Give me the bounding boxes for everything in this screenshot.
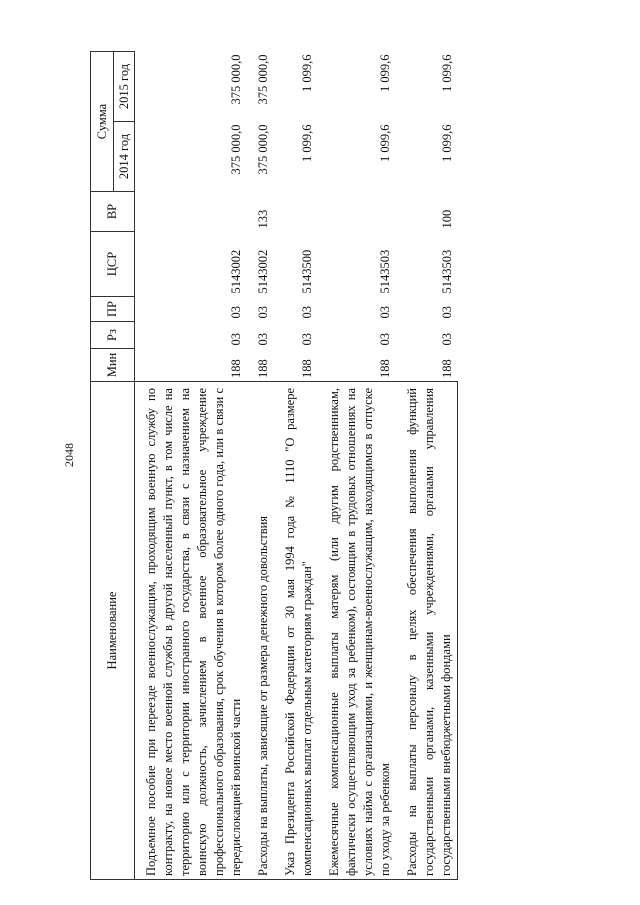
header-vr: ВР <box>91 192 135 232</box>
budget-table <box>90 51 458 880</box>
row-sum-2015: 1 099,6 <box>378 54 392 92</box>
row-sum-2014: 375 000,0 <box>229 124 243 175</box>
header-rz: Рз <box>91 322 135 349</box>
rotated-page <box>90 52 590 880</box>
row-min: 188 <box>439 359 454 378</box>
row-vr <box>135 192 248 232</box>
row-pr: 03 <box>300 306 314 319</box>
row-vr: 133 <box>256 209 270 229</box>
row-name: Подъемное пособие при переезде военнослужащим, проходящим военную службу по контракту, на новое место военной службы в другой населенный пункт, в том числе на территорию или с территории иностранного государства, в связи с назначением на воинскую должность, зачислением в военное образовательное учреждение профессионального образования, срок обучения в котором более одного года, или в связи с передислокацией воинской части <box>135 382 248 880</box>
row-csr: 5143002 <box>229 249 243 294</box>
row-sum-2014: 375 000,0 <box>256 124 270 175</box>
header-2015: 2015 год <box>114 52 135 122</box>
row-sum-2014: 1 099,6 <box>439 124 454 162</box>
table-row <box>274 52 318 880</box>
row-sum-2015: 1 099,6 <box>300 54 314 92</box>
row-pr: 03 <box>439 306 454 319</box>
row-sum-2014: 1 099,6 <box>378 124 392 162</box>
header-csr: ЦСР <box>91 232 135 297</box>
row-name: Указ Президента Российской Федерации от 30 мая 1994 года № 1110 "О размере компенсационных выплат отдельным категориям граждан" <box>274 382 318 880</box>
row-pr: 03 <box>378 306 392 319</box>
row-sum-2015: 1 099,6 <box>439 54 454 92</box>
row-min: 188 <box>300 359 314 378</box>
row-vr <box>318 192 396 232</box>
header-name: Наименование <box>91 382 135 880</box>
row-vr <box>274 192 318 232</box>
row-rz: 03 <box>378 333 392 346</box>
row-csr: 5143500 <box>300 249 314 294</box>
table-row <box>396 52 458 880</box>
row-sum-2014: 1 099,6 <box>300 124 314 162</box>
table-row <box>318 52 396 880</box>
header-pr: ПР <box>91 297 135 322</box>
row-name: Ежемесячные компенсационные выплаты матерям (или другим родственникам, фактически осуществляющим уход за ребенком), состоящим в трудовых отношениях на условиях найма с организациями, и женщинам-военнослужащим, находящимся в отпуске по уходу за ребенком <box>318 382 396 880</box>
header-sum: Сумма <box>91 52 114 192</box>
page-number: 2048 <box>62 443 76 467</box>
row-name: Расходы на выплаты персоналу в целях обеспечения выполнения функций государственными органами, казенными учреждениями, органами управления государственными внебюджетными фондами <box>396 382 458 880</box>
row-rz: 03 <box>300 333 314 346</box>
row-name: Расходы на выплаты, зависящие от размера денежного довольствия <box>247 382 274 880</box>
row-vr: 100 <box>439 209 454 229</box>
header-2014: 2014 год <box>114 122 135 192</box>
row-rz: 03 <box>256 333 270 346</box>
row-sum-2015: 375 000,0 <box>256 54 270 105</box>
table-row <box>135 52 248 880</box>
row-min: 188 <box>378 359 392 378</box>
row-pr: 03 <box>256 306 270 319</box>
row-rz: 03 <box>229 333 243 346</box>
row-csr: 5143503 <box>439 249 454 294</box>
row-csr: 5143503 <box>378 249 392 294</box>
row-csr: 5143002 <box>256 249 270 294</box>
table-row <box>247 52 274 880</box>
row-sum-2015: 375 000,0 <box>229 54 243 105</box>
row-rz: 03 <box>439 333 454 346</box>
row-min: 188 <box>256 359 270 378</box>
header-min: Мин <box>91 349 135 382</box>
row-min: 188 <box>229 359 243 378</box>
row-pr: 03 <box>229 306 243 319</box>
